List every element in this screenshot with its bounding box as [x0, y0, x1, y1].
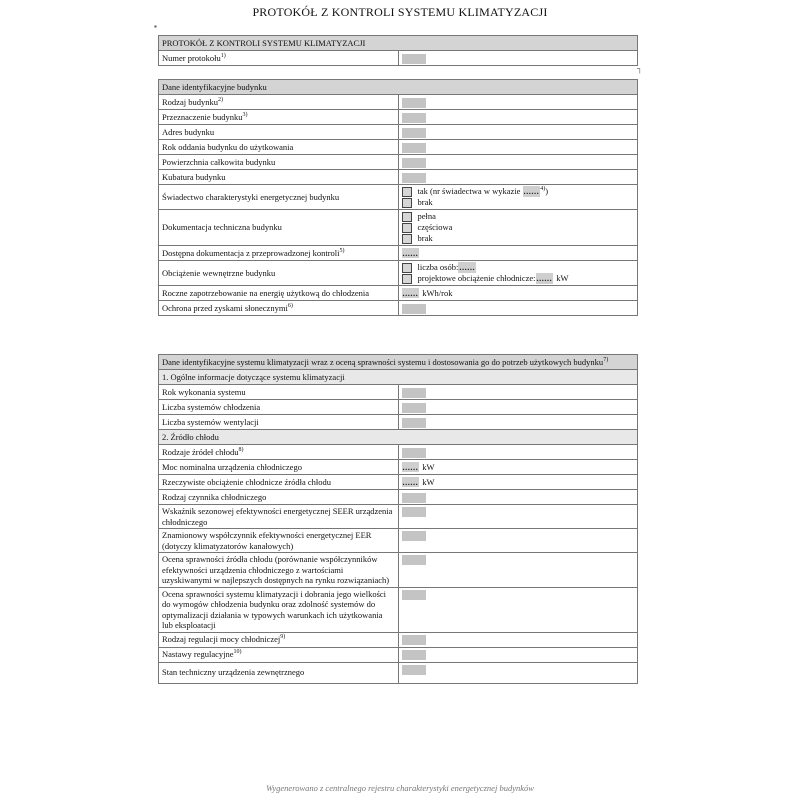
documentation-label: Dokumentacja techniczna budynku [159, 210, 399, 246]
refrigerant-field[interactable] [402, 493, 426, 503]
building-table [158, 79, 638, 316]
ventilation-count-field[interactable] [402, 418, 426, 428]
protocol-number-label: Numer protokołu$^{1)}$ [159, 51, 399, 66]
building-volume-field[interactable] [402, 173, 426, 183]
outdoor-state-label: Stan techniczny urządzenia zewnętrznego [159, 662, 399, 683]
cooling-count-field[interactable] [402, 403, 426, 413]
seer-field[interactable] [402, 507, 426, 517]
eer-field[interactable] [402, 531, 426, 541]
persons-checkbox[interactable] [402, 263, 412, 273]
system-assessment-label: Ocena sprawności systemu klimatyzacji i dobrania jego wielkości do wymogów chłodzenia budynku oraz zdolność systemów do optymalizacji działania w typowych warunkach ich użytkowania lub eksploatacji [159, 587, 399, 632]
nominal-power-unit: kW [422, 461, 435, 472]
certificate-yes-checkbox[interactable] [402, 187, 412, 197]
building-area-label: Powierzchnia całkowita budynku [159, 155, 399, 170]
nominal-power-field[interactable]: ...... [402, 461, 419, 472]
internal-load-label: Obciążenie wewnętrzne budynku [159, 261, 399, 286]
documentation-partial-checkbox[interactable] [402, 223, 412, 233]
protocol-table [158, 35, 638, 66]
building-purpose-field[interactable] [402, 113, 426, 123]
documentation-partial-label: częściowa [417, 222, 453, 233]
design-load-label: projektowe obciążenie chłodnicze: [417, 273, 536, 284]
paragraph-mark-icon: ▪ [154, 22, 157, 31]
annual-demand-field[interactable]: ...... [402, 287, 419, 298]
source-types-label: Rodzaje źródeł chłodu$^{8)}$ [159, 445, 399, 460]
protocol-number-field[interactable] [402, 54, 426, 64]
system-header: Dane identyfikacyjne systemu klimatyzacji wraz z oceną sprawności systemu i dostosowania go do potrzeb użytkowych budynku$^{7)}$ [159, 355, 638, 370]
regulation-type-label: Rodzaj regulacji mocy chłodniczej$^{9)}$ [159, 632, 399, 647]
documentation-none-checkbox[interactable] [402, 234, 412, 244]
eer-label: Znamionowy współczynnik efektywności energetycznej EER (dotyczy klimatyzatorów kanałowych) [159, 529, 399, 553]
outdoor-state-field[interactable] [402, 665, 426, 675]
sun-protection-field[interactable] [402, 304, 426, 314]
previous-docs-label: Dostępna dokumentacja z przeprowadzonej kontroli$^{5)}$ [159, 246, 399, 261]
building-address-field[interactable] [402, 128, 426, 138]
source-types-field[interactable] [402, 448, 426, 458]
protocol-header: PROTOKÓŁ Z KONTROLI SYSTEMU KLIMATYZACJI [159, 36, 638, 51]
section2-title: 2. Źródło chłodu [159, 430, 638, 445]
actual-load-field[interactable]: ...... [402, 476, 419, 487]
certificate-no-checkbox[interactable] [402, 198, 412, 208]
documentation-full-label: pełna [417, 211, 436, 222]
building-area-field[interactable] [402, 158, 426, 168]
seer-label: Wskaźnik sezonowej efektywności energetycznej SEER urządzenia chłodniczego [159, 505, 399, 529]
system-assessment-field[interactable] [402, 590, 426, 600]
sun-protection-label: Ochrona przed zyskami słonecznymi$^{6)}$ [159, 301, 399, 316]
actual-load-label: Rzeczywiste obciążenie chłodnicze źródła chłodu [159, 475, 399, 490]
cooling-count-label: Liczba systemów chłodzenia [159, 400, 399, 415]
design-load-unit: kW [556, 273, 569, 284]
system-year-field[interactable] [402, 388, 426, 398]
building-volume-label: Kubatura budynku [159, 170, 399, 185]
persons-field[interactable]: ...... [459, 262, 476, 273]
building-year-field[interactable] [402, 143, 426, 153]
documentation-none-label: brak [417, 233, 433, 244]
design-load-field[interactable]: ...... [536, 273, 553, 284]
actual-load-unit: kW [422, 476, 435, 487]
corner-mark-icon: ┐ [637, 64, 643, 73]
regulation-type-field[interactable] [402, 635, 426, 645]
design-load-checkbox[interactable] [402, 274, 412, 284]
documentation-full-checkbox[interactable] [402, 212, 412, 222]
building-year-label: Rok oddania budynku do użytkowania [159, 140, 399, 155]
page-title: PROTOKÓŁ Z KONTROLI SYSTEMU KLIMATYZACJI [252, 5, 548, 19]
footer-note: Wygenerowano z centralnego rejestru charakterystyki energetycznej budynków [266, 783, 534, 793]
efficiency-field[interactable] [402, 555, 426, 565]
section1-title: 1. Ogólne informacje dotyczące systemu klimatyzacji [159, 370, 638, 385]
building-header: Dane identyfikacyjne budynku [159, 80, 638, 95]
certificate-number-field[interactable]: ...... [523, 186, 540, 197]
regulation-settings-label: Nastawy regulacyjne$^{10)}$ [159, 647, 399, 662]
regulation-settings-field[interactable] [402, 650, 426, 660]
building-purpose-label: Przeznaczenie budynku$^{3)}$ [159, 110, 399, 125]
annual-demand-label: Roczne zapotrzebowanie na energię użytkową do chłodzenia [159, 286, 399, 301]
persons-label: liczba osób: [417, 262, 459, 273]
certificate-no-label: brak [417, 197, 433, 208]
building-type-field[interactable] [402, 98, 426, 108]
annual-demand-unit: kWh/rok [422, 287, 453, 298]
ventilation-count-label: Liczba systemów wentylacji [159, 415, 399, 430]
efficiency-label: Ocena sprawności źródła chłodu (porównanie współczynników efektywności urządzenia chłodniczego z wartościami uzyskiwanymi w najlepszych dostępnych na rynku rozwiązaniach) [159, 553, 399, 588]
building-type-label: Rodzaj budynku$^{2)}$ [159, 95, 399, 110]
previous-docs-field[interactable]: ...... [402, 247, 419, 258]
certificate-label: Świadectwo charakterystyki energetycznej budynku [159, 185, 399, 210]
building-address-label: Adres budynku [159, 125, 399, 140]
nominal-power-label: Moc nominalna urządzenia chłodniczego [159, 460, 399, 475]
system-table [158, 354, 638, 684]
refrigerant-label: Rodzaj czynnika chłodniczego [159, 490, 399, 505]
certificate-yes-label: tak (nr świadectwa w wykazie ......$^{4)}$) [417, 186, 549, 197]
system-year-label: Rok wykonania systemu [159, 385, 399, 400]
